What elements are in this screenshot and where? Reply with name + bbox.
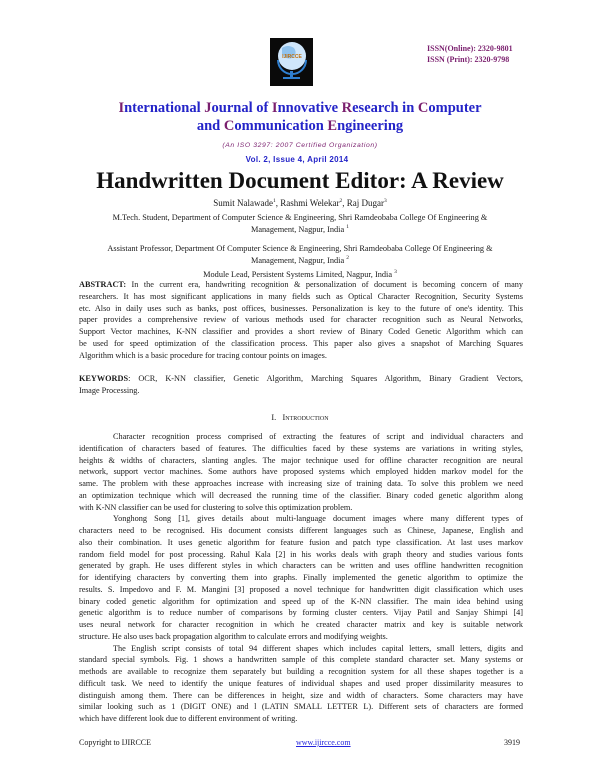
text-line: uses neural network for character recognition in which he created character matrix and key is suitable network — [79, 620, 523, 629]
text-line — [79, 279, 523, 291]
text-line — [79, 314, 523, 326]
logo-text: IJIRCCE — [282, 54, 302, 60]
website-link[interactable]: www.ijircce.com — [296, 738, 351, 747]
author-name: Sumit Nalawade — [213, 198, 273, 208]
author-sup: 2 — [339, 198, 343, 204]
title-word: omputer — [428, 100, 482, 116]
text-line — [79, 385, 523, 397]
text-line — [79, 303, 523, 315]
author-name: Raj Dugar — [346, 198, 385, 208]
affiliation-sup: 1 — [346, 223, 350, 230]
line-text: Algorithm which is a basic procedure for tracing contour points on images. — [79, 350, 327, 360]
affiliation-line: M.Tech. Student, Department of Computer Science & Engineering, Shri Ramdeobaba College Of Engineering & — [112, 213, 488, 222]
journal-logo — [270, 38, 313, 86]
text-line — [79, 338, 523, 350]
text-line: characters need to be recognised. His document consists different languages such as Chinese, Japanese, English and — [79, 526, 523, 535]
affiliation — [75, 212, 525, 235]
line-text: In the current era, handwriting recognition & personalization of document is becoming concern of many — [126, 280, 523, 289]
text-line: standard special symbols. Fig. 1 shows a handwritten sample of this complete standard character set. Many systems or — [79, 655, 523, 665]
text-line — [79, 350, 523, 362]
text-line: results. S. Impedovo and F. M. Mangini [3] proposed a novel technique for handwritten digit classification which uses — [79, 584, 523, 594]
title-initial: C — [417, 100, 429, 116]
affiliation-sup: 2 — [346, 254, 350, 261]
text-line: distinguish among them. There can be differences in height, size and width of characters. Some characters may have — [79, 690, 523, 700]
line-text: researchers. It has most significant applications in many fields such as Optical Character Recognition, Security Systems — [79, 291, 523, 301]
text-line: random field model for post processing. Rahul Kala [2] in his works deals with graph theory and studies various fonts — [79, 549, 523, 559]
affiliation — [75, 243, 525, 266]
affiliation-line: Assistant Professor, Department Of Computer Science & Engineering, Shri Ramdeobaba College Of Engineering & — [107, 244, 493, 253]
line-text: etc. Also in daily uses such as banks, post offices, businesses. Personalization is key to the future of one's identity. This — [79, 303, 523, 313]
affiliation-line: Management, Nagpur, India — [250, 255, 345, 265]
issn-online: ISSN(Online): 2320-9801 — [427, 44, 513, 53]
title-word: ommunication — [234, 118, 328, 134]
globe-logo-icon — [270, 38, 313, 86]
text-line: methods are available to recognize them separately but building a recognition system for all these shapes together is a — [79, 667, 523, 676]
affiliation-end — [75, 255, 525, 267]
title-initial: C — [223, 118, 235, 134]
title-word: and — [196, 118, 224, 134]
page-number: 3919 — [504, 738, 520, 747]
title-initial: I — [271, 100, 278, 116]
text-line: The English script consists of total 94 different shapes which includes capital letters, small letters, digits and — [113, 643, 523, 653]
author-sup: 1 — [272, 198, 276, 204]
keywords — [79, 373, 523, 397]
line-text: : OCR, K-NN classifier, Genetic Algorithm, Marching Squares Algorithm, Binary Gradient Vectors, — [128, 374, 523, 383]
text-line: with K-NN classifier can be used for clustering to solve this optimization problem. — [79, 502, 353, 512]
text-line: network, support vector machines. Some authors have proposed systems which employed hidden markov model for the — [79, 467, 523, 477]
text-line: also their combination. It uses genetic algorithm for feature fusion and patch type classification. At last uses markov — [79, 537, 523, 547]
title-initial: R — [341, 100, 353, 116]
affiliation-line: Module Lead, Persistent Systems Limited, Nagpur, India — [203, 270, 393, 279]
title-initial: I — [118, 100, 125, 116]
text-line: Character recognition process comprised of extracting the features of script and individual characters and — [113, 432, 523, 441]
journal-title-line-1 — [0, 99, 600, 117]
title-word: nternational — [124, 100, 205, 116]
line-text: Image Processing. — [79, 385, 140, 395]
copyright: Copyright to IJIRCCE — [79, 738, 152, 747]
title-initial: J — [204, 100, 212, 116]
paragraph — [79, 643, 523, 725]
title-word: nnovative — [277, 100, 342, 116]
section-number: I. — [271, 413, 277, 422]
text-line: structure. He also uses back propagation algorithm to calculate errors and modifying weights. — [79, 631, 388, 641]
author-name: Rashmi Welekar — [280, 198, 340, 208]
label: ABSTRACT: — [79, 280, 127, 289]
text-line: generated by graph. He uses different styles in which characters can be written and uses offline handwritten recognition — [79, 561, 523, 571]
text-line: difficult task. We need to identify the unique features of individual shapes and used proper dissimilarity measures to — [79, 678, 523, 688]
introduction-body — [79, 431, 523, 725]
text-line — [79, 373, 523, 385]
author-sup: 3 — [384, 198, 387, 204]
text-line: same. The problem with these approaches increase with increasing size of training data. To solve this problem we need — [79, 479, 523, 488]
affiliation-line: Management, Nagpur, India — [250, 224, 345, 234]
section-heading — [0, 412, 600, 423]
affiliation-end — [75, 224, 525, 236]
text-line: Yonghong Song [1], gives details about multi-language document images where many different types of — [113, 514, 523, 524]
line-text: paper provides a comprehensive review of various methods used for character recognition such as Neural Networks, — [79, 315, 523, 325]
issn-block — [427, 43, 513, 65]
title-word: ournal of — [211, 100, 272, 116]
title-initial: E — [327, 118, 338, 134]
affiliation-sup: 3 — [394, 269, 397, 276]
text-line: binary coded genetic algorithm for optimization and speed up of the K-NN classifier. The main idea behind using — [79, 596, 523, 606]
label: KEYWORDS — [79, 374, 129, 383]
certification: (An ISO 3297: 2007 Certified Organization) — [222, 142, 378, 149]
issn-print: ISSN (Print): 2320-9798 — [427, 55, 510, 64]
line-text: Support Vector machines, K-NN classifier and provides a short review of Binary Coded Genetic Algorithm which can — [79, 327, 523, 336]
text-line: similar looking such as 1 (DIGIT ONE) and l (LATIN SMALL LETTER L). Different sets of characters are formed — [79, 702, 523, 712]
text-line — [79, 291, 523, 303]
section-title: Introduction — [282, 413, 329, 422]
paper-title: Handwritten Document Editor: A Review — [96, 168, 504, 193]
text-line: genetic algorithm is to reduce number of comparisons by forming cluster centers. Vijay Patil and Sanjay Shimpi [4] — [79, 608, 523, 618]
text-line: heights & widths of characters, slanting angles. The major technique used for offline character recognition are neural — [79, 455, 523, 465]
volume-issue: Vol. 2, Issue 4, April 2014 — [245, 155, 349, 164]
text-line: for identifying characters by converting them into graphs. Finally implemented the genetic algorithm to optimize the — [79, 573, 523, 582]
author-list: Sumit Nalawade$^1$, Rashmi Welekar$^2$, Raj Dugar$^3$ — [213, 198, 387, 208]
title-word: ngineering — [337, 118, 404, 134]
journal-title — [0, 99, 600, 135]
abstract — [79, 279, 523, 361]
text-line: identification of characters based of features. The difficulties faced by these systems are variations in writing styles, — [79, 443, 523, 453]
text-line: which have different look due to different environment of writing. — [79, 714, 298, 723]
text-line — [79, 326, 523, 338]
line-text: be used for speed optimization of the classification process. This paper also gives a snapshot of Marching Squares — [79, 338, 523, 348]
journal-title-line-2 — [0, 117, 600, 135]
title-word: esearch in — [352, 100, 418, 116]
text-line: an optimization technique which will decreased the running time of the classifier. Binary coded genetic algorithm along — [79, 490, 523, 500]
paragraph — [79, 431, 523, 513]
paragraph — [79, 513, 523, 642]
